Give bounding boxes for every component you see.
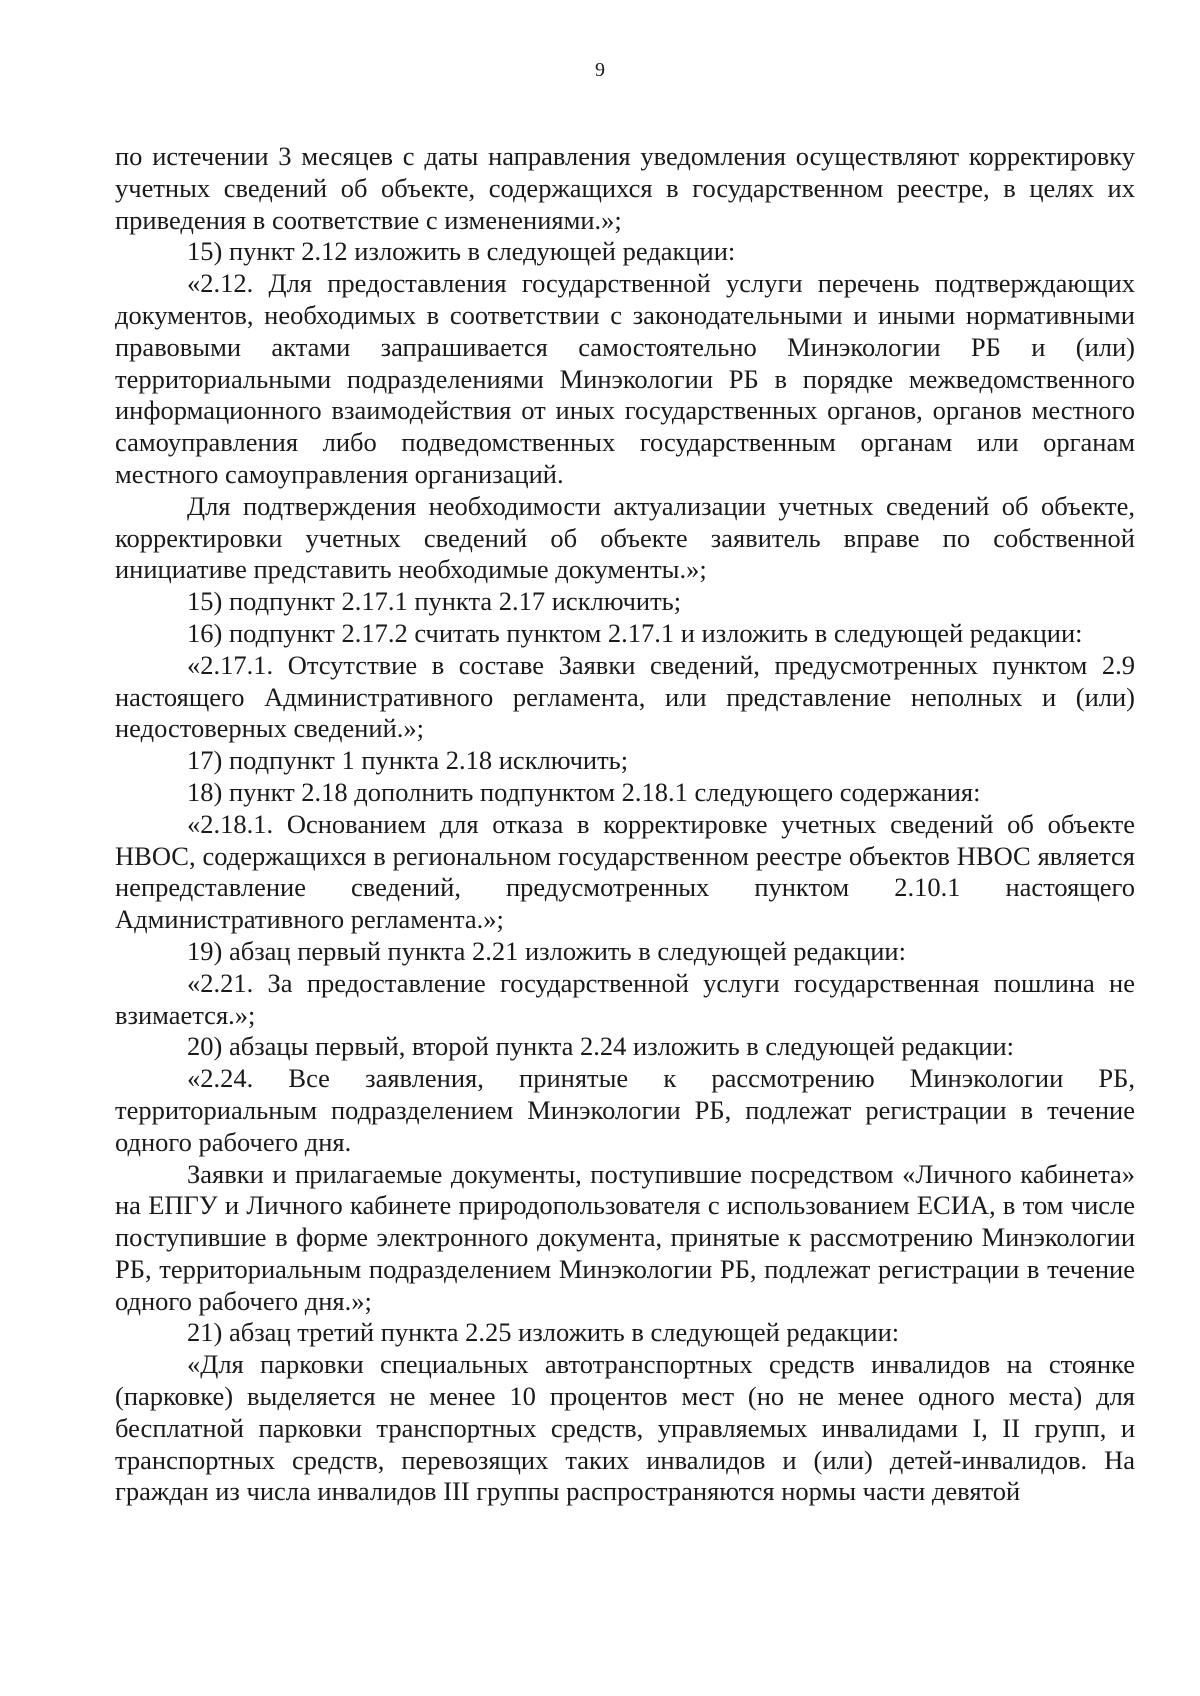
paragraph: по истечении 3 месяцев с даты направления уведомления осуществляют корректировку учетных сведений об объекте, содержащихся в государственном реестре, в целях их приведения в соответствие с изменениями.»;: [115, 141, 1135, 235]
paragraph: «Для парковки специальных автотранспортных средств инвалидов на стоянке (парковке) выделяется не менее 10 процентов мест (но не менее одного места) для бесплатной парковки транспортных средств, управляемых инвалидами I, II групп, и транспортных средств, перевозящих таких инвалидов и (или) детей-инвалидов. На граждан из числа инвалидов III группы распространяются нормы части девятой: [115, 1349, 1135, 1507]
paragraph: 19) абзац первый пункта 2.21 изложить в следующей редакции:: [187, 935, 906, 966]
page-number: 9: [595, 59, 605, 81]
paragraph: «2.18.1. Основанием для отказа в корректировке учетных сведений об объекте НВОС, содержащихся в региональном государственном реестре объектов НВОС является непредставление сведений, предусмотренных пунктом 2.10.1 настоящего Административного регламента.»;: [115, 808, 1135, 935]
paragraph: «2.12. Для предоставления государственной услуги перечень подтверждающих документов, необходимых в соответствии с законодательными и иными нормативными правовыми актами запрашивается самостоятельно Минэкологии РБ и (или) территориальными подразделениями Минэкологии РБ в порядке межведомственного информационного взаимодействия от иных государственных органов, органов местного самоуправления либо подведомственных государственным органам или органам местного самоуправления организаций.: [115, 268, 1135, 489]
paragraph: 20) абзацы первый, второй пункта 2.24 изложить в следующей редакции:: [187, 1031, 1015, 1062]
paragraph: «2.21. За предоставление государственной услуги государственная пошлина не взимается.»;: [115, 967, 1135, 1030]
paragraph: 17) подпункт 1 пункта 2.18 исключить;: [187, 745, 629, 776]
paragraph: 15) подпункт 2.17.1 пункта 2.17 исключить;: [187, 586, 682, 617]
paragraph: Заявки и прилагаемые документы, поступившие посредством «Личного кабинета» на ЕПГУ и Личного кабинете природопользователя с использованием ЕСИА, в том числе поступившие в форме электронного документа, принятые к рассмотрению Минэкологии РБ, территориальным подразделением Минэкологии РБ, подлежат регистрации в течение одного рабочего дня.»;: [115, 1158, 1135, 1316]
paragraph: Для подтверждения необходимости актуализации учетных сведений об объекте, корректировки учетных сведений об объекте заявитель вправе по собственной инициативе представить необходимые документы.»;: [115, 490, 1135, 585]
paragraph: 16) подпункт 2.17.2 считать пунктом 2.17.1 и изложить в следующей редакции:: [187, 617, 1083, 648]
paragraph: 18) пункт 2.18 дополнить подпунктом 2.18.1 следующего содержания:: [187, 776, 981, 807]
paragraph: «2.17.1. Отсутствие в составе Заявки сведений, предусмотренных пунктом 2.9 настоящего Административного регламента, или представление неполных и (или) недостоверных сведений.»;: [115, 649, 1135, 744]
document-body: [115, 141, 1135, 1508]
paragraph: 15) пункт 2.12 изложить в следующей редакции:: [187, 236, 736, 267]
paragraph: 21) абзац третий пункта 2.25 изложить в следующей редакции:: [187, 1317, 900, 1348]
paragraph: «2.24. Все заявления, принятые к рассмотрению Минэкологии РБ, территориальным подразделением Минэкологии РБ, подлежат регистрации в течение одного рабочего дня.: [115, 1063, 1135, 1157]
